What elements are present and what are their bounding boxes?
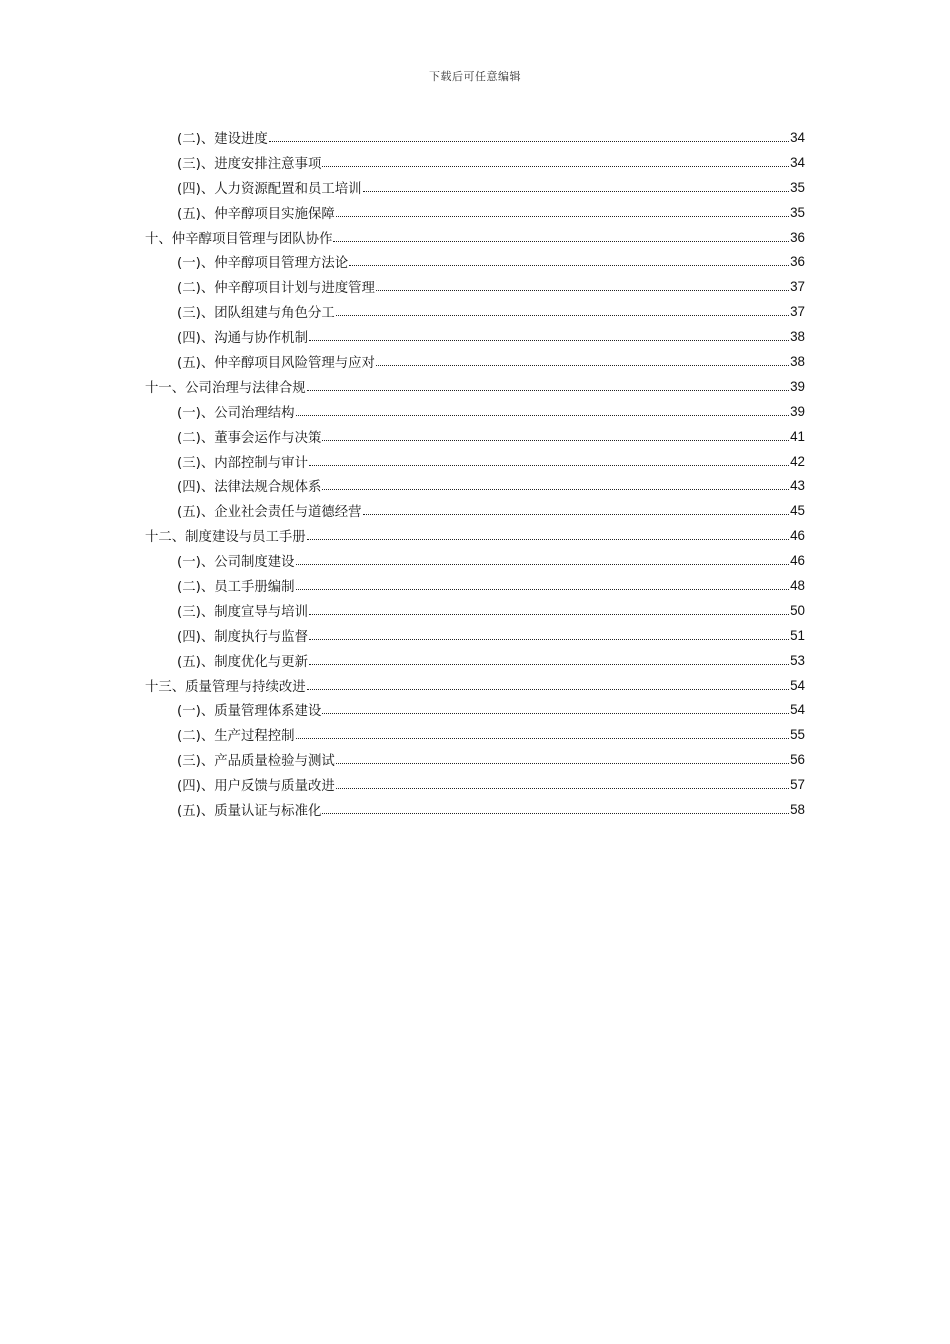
toc-section-entry[interactable] [0,324,950,349]
toc-section-entry[interactable] [0,623,950,648]
toc-section-entry[interactable] [0,598,950,623]
toc-page-number: 51 [790,627,805,643]
toc-entry-title: 十、仲辛醇项目管理与团队协作 [145,231,333,247]
toc-page-number: 45 [790,503,805,519]
toc-entry-title: (一)、公司治理结构 [177,405,295,421]
toc-dot-leader [309,614,789,615]
toc-entry-title: (三)、进度安排注意事项 [177,156,322,172]
toc-section-entry[interactable] [0,349,950,374]
toc-dot-leader [349,265,789,266]
toc-page-number: 38 [790,353,805,369]
toc-section-entry[interactable] [0,175,950,200]
toc-dot-leader [322,713,789,714]
toc-dot-leader [296,564,790,565]
toc-entry-title: (一)、公司制度建设 [177,555,295,571]
toc-entry-title: (三)、产品质量检验与测试 [177,754,335,770]
toc-page-number: 50 [790,602,805,618]
toc-entry-title: (四)、人力资源配置和员工培训 [177,181,362,197]
toc-dot-leader [322,166,789,167]
toc-page-number: 39 [790,378,805,394]
toc-entry-title: (四)、制度执行与监督 [177,629,308,645]
toc-section-entry[interactable] [0,747,950,772]
toc-page-number: 42 [790,453,805,469]
toc-entry-title: 十三、质量管理与持续改进 [145,679,306,695]
toc-dot-leader [322,813,789,814]
toc-chapter-entry[interactable] [0,225,950,250]
toc-dot-leader [309,340,789,341]
toc-page-number: 55 [790,727,805,743]
toc-section-entry[interactable] [0,299,950,324]
toc-page-number: 56 [790,752,805,768]
table-of-contents [0,125,950,822]
toc-entry-title: (四)、沟通与协作机制 [177,331,308,347]
toc-section-entry[interactable] [0,274,950,299]
toc-entry-title: (二)、仲辛醇项目计划与进度管理 [177,281,375,297]
toc-page-number: 54 [790,702,805,718]
toc-dot-leader [322,440,789,441]
toc-entry-title: (五)、制度优化与更新 [177,654,308,670]
toc-entry-title: (三)、内部控制与审计 [177,455,308,471]
toc-entry-title: (二)、建设进度 [177,131,268,147]
toc-page-number: 48 [790,577,805,593]
toc-dot-leader [309,664,789,665]
toc-section-entry[interactable] [0,449,950,474]
toc-dot-leader [363,514,790,515]
toc-page-number: 53 [790,652,805,668]
toc-section-entry[interactable] [0,772,950,797]
toc-dot-leader [336,216,789,217]
toc-entry-title: (二)、员工手册编制 [177,579,295,595]
toc-entry-title: (二)、生产过程控制 [177,729,295,745]
toc-dot-leader [296,589,790,590]
toc-dot-leader [307,689,789,690]
toc-dot-leader [333,241,789,242]
toc-dot-leader [307,539,789,540]
toc-page-number: 41 [790,428,805,444]
toc-entry-title: (三)、制度宣导与培训 [177,604,308,620]
toc-dot-leader [363,191,790,192]
toc-entry-title: (二)、董事会运作与决策 [177,430,322,446]
toc-page-number: 39 [790,403,805,419]
toc-section-entry[interactable] [0,150,950,175]
toc-section-entry[interactable] [0,498,950,523]
toc-page-number: 37 [790,304,805,320]
toc-dot-leader [296,738,790,739]
toc-page-number: 36 [790,229,805,245]
toc-dot-leader [309,465,789,466]
toc-page-number: 54 [790,677,805,693]
toc-entry-title: (四)、用户反馈与质量改进 [177,779,335,795]
toc-page-number: 46 [790,553,805,569]
toc-dot-leader [269,141,789,142]
toc-chapter-entry[interactable] [0,523,950,548]
toc-page-number: 36 [790,254,805,270]
toc-page-number: 35 [790,204,805,220]
toc-dot-leader [336,763,789,764]
page-header: 下载后可任意编辑 [429,70,521,83]
toc-dot-leader [376,290,789,291]
toc-entry-title: (五)、仲辛醇项目风险管理与应对 [177,355,375,371]
toc-dot-leader [336,315,789,316]
toc-section-entry[interactable] [0,648,950,673]
toc-section-entry[interactable] [0,722,950,747]
toc-section-entry[interactable] [0,249,950,274]
toc-entry-title: (五)、企业社会责任与道德经营 [177,505,362,521]
toc-dot-leader [336,788,789,789]
toc-page-number: 57 [790,777,805,793]
toc-page-number: 34 [790,154,805,170]
toc-section-entry[interactable] [0,797,950,822]
toc-entry-title: 十一、公司治理与法律合规 [145,380,306,396]
toc-chapter-entry[interactable] [0,374,950,399]
toc-entry-title: (一)、仲辛醇项目管理方法论 [177,256,349,272]
toc-dot-leader [309,639,789,640]
toc-entry-title: 十二、制度建设与员工手册 [145,530,306,546]
toc-dot-leader [307,390,789,391]
toc-section-entry[interactable] [0,399,950,424]
toc-page-number: 46 [790,528,805,544]
toc-section-entry[interactable] [0,473,950,498]
toc-entry-title: (四)、法律法规合规体系 [177,480,322,496]
toc-dot-leader [376,365,789,366]
toc-page-number: 37 [790,279,805,295]
toc-dot-leader [296,415,790,416]
toc-entry-title: (五)、质量认证与标准化 [177,803,322,819]
toc-section-entry[interactable] [0,548,950,573]
toc-page-number: 43 [790,478,805,494]
toc-entry-title: (一)、质量管理体系建设 [177,704,322,720]
toc-dot-leader [322,489,789,490]
toc-section-entry[interactable] [0,200,950,225]
toc-chapter-entry[interactable] [0,673,950,698]
toc-section-entry[interactable] [0,573,950,598]
toc-section-entry[interactable] [0,424,950,449]
toc-section-entry[interactable] [0,697,950,722]
toc-page-number: 35 [790,179,805,195]
toc-section-entry[interactable] [0,125,950,150]
toc-entry-title: (五)、仲辛醇项目实施保障 [177,206,335,222]
toc-page-number: 38 [790,329,805,345]
toc-entry-title: (三)、团队组建与角色分工 [177,306,335,322]
toc-page-number: 58 [790,801,805,817]
toc-page-number: 34 [790,129,805,145]
